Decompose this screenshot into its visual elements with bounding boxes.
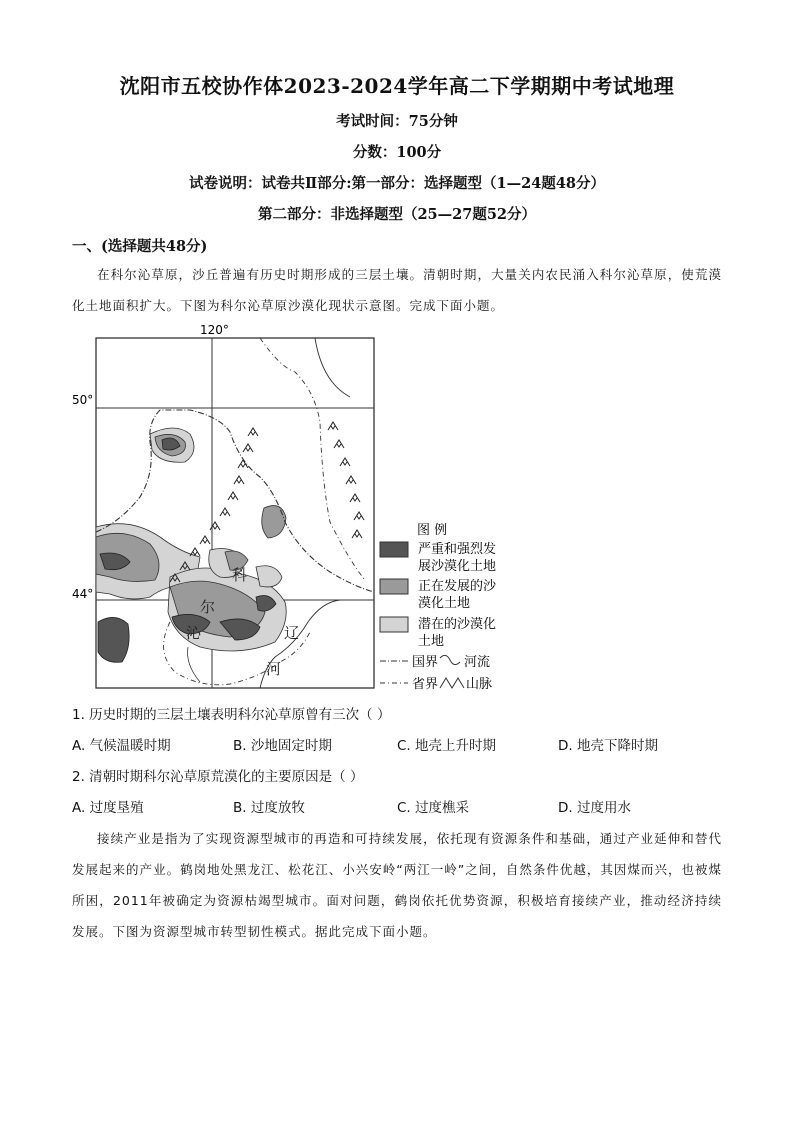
svg-text:潜在的沙漠化: 潜在的沙漠化 xyxy=(418,617,497,632)
legend-title: 图 例 xyxy=(417,523,448,538)
question-2-stem: 2. 清朝时期科尔沁草原荒漠化的主要原因是（ ） xyxy=(72,769,364,785)
legend-item-severe xyxy=(380,542,496,574)
page-title: 沈阳市五校协作体2023-2024学年高二下学期期中考试地理 xyxy=(119,74,675,98)
passage-1: 在科尔沁草原，沙丘普遍有历史时期形成的三层土壤。清朝时期，大量关内农民涌入科尔沁草原，使荒漠化土地面积扩大。下图为科尔沁草原沙漠化现状示意图。完成下面小题。 xyxy=(72,267,722,313)
question-1-stem: 1. 历史时期的三层土壤表明科尔沁草原曾有三次（ ） xyxy=(72,707,391,723)
svg-text:严重和强烈发: 严重和强烈发 xyxy=(418,542,497,557)
desertification-map xyxy=(60,322,520,692)
passage-2: 接续产业是指为了实现资源型城市的再造和可持续发展，依托现有资源条件和基础，通过产业延伸和替代发展起来的产业。鹤岗地处黑龙江、松花江、小兴安岭“两江一岭”之间，自然条件优越，其因煤而兴，也被煤所困，2011年被确定为资源枯竭型城市。面对问题，鹤岗依托优势资源，积极培育接续产业，推动经济持续发展。下图为资源型城市转型韧性模式。据此完成下面小题。 xyxy=(72,831,722,939)
lon-label: 120° xyxy=(200,323,229,337)
question-1-option-c[interactable]: C. 地壳上升时期 xyxy=(397,738,497,754)
place-liao: 辽 xyxy=(284,624,300,642)
question-1-option-a[interactable]: A. 气候温暖时期 xyxy=(72,738,171,754)
place-ke: 科 xyxy=(232,566,248,584)
instructions-line2: 第二部分：非选择题型（25—27题52分） xyxy=(257,206,537,223)
svg-text:展沙漠化土地: 展沙漠化土地 xyxy=(418,559,497,574)
svg-text:河流: 河流 xyxy=(464,655,491,670)
legend-border-river xyxy=(380,654,490,670)
question-2-option-a[interactable]: A. 过度垦殖 xyxy=(72,800,144,816)
legend-province-mountain xyxy=(380,676,492,692)
question-1-option-b[interactable]: B. 沙地固定时期 xyxy=(233,738,332,754)
instructions-line1: 试卷说明：试卷共Ⅱ部分:第一部分：选择题型（1—24题48分） xyxy=(188,175,606,192)
section-heading: 一、(选择题共48分) xyxy=(72,238,208,255)
svg-text:土地: 土地 xyxy=(418,634,445,649)
svg-text:正在发展的沙: 正在发展的沙 xyxy=(418,579,497,594)
svg-text:山脉: 山脉 xyxy=(466,677,493,692)
place-he: 河 xyxy=(266,660,282,678)
svg-text:国界: 国界 xyxy=(412,655,439,670)
legend-item-potential xyxy=(380,616,496,649)
map-svg xyxy=(60,322,520,692)
question-2-option-d[interactable]: D. 过度用水 xyxy=(558,800,631,816)
score: 分数：100分 xyxy=(352,144,442,161)
exam-time: 考试时间：75分钟 xyxy=(336,113,458,130)
legend-item-developing xyxy=(380,578,497,611)
svg-text:省界: 省界 xyxy=(412,677,439,692)
question-1-option-d[interactable]: D. 地壳下降时期 xyxy=(558,738,658,754)
lat-top-label: 50° xyxy=(72,393,94,407)
question-2-option-b[interactable]: B. 过度放牧 xyxy=(233,800,305,816)
place-qin: 沁 xyxy=(186,624,202,642)
svg-text:漠化土地: 漠化土地 xyxy=(418,596,471,611)
question-2-option-c[interactable]: C. 过度樵采 xyxy=(397,800,470,816)
lat-bottom-label: 44° xyxy=(72,587,94,601)
place-er: 尔 xyxy=(200,598,216,616)
